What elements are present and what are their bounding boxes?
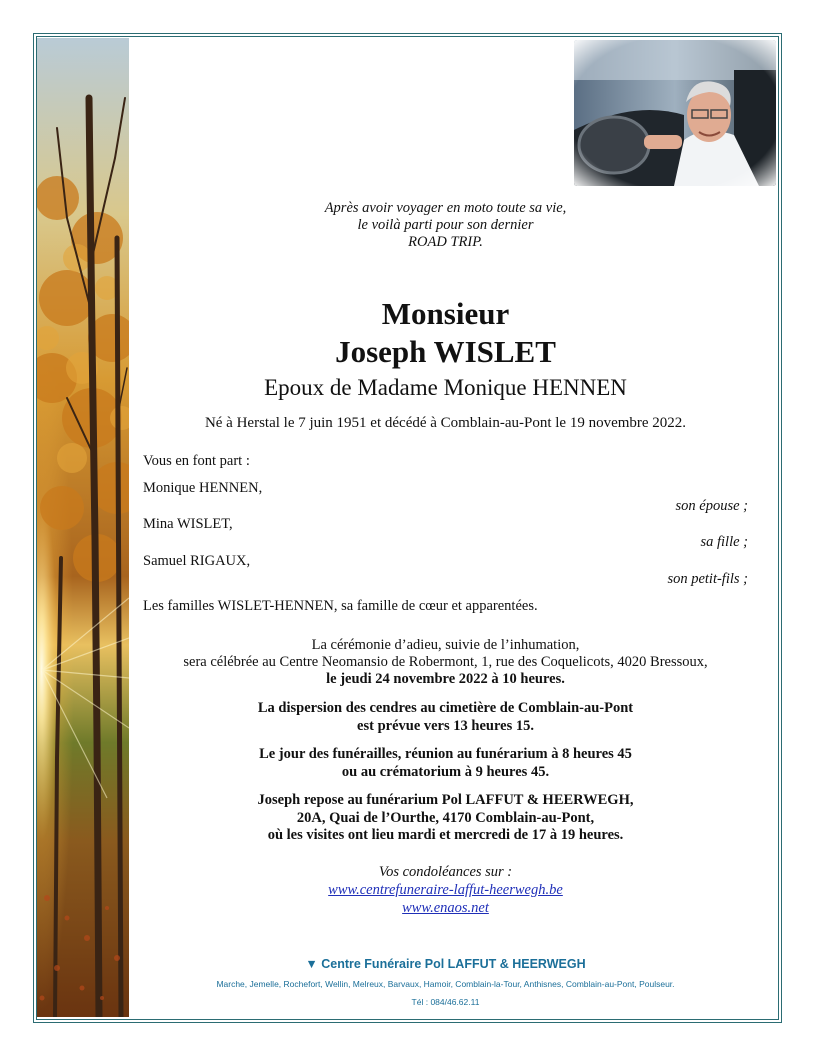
footer-phone: Tél : 084/46.62.11 (411, 997, 480, 1007)
deceased-name: Joseph WISLET (335, 334, 556, 369)
dispersion-block (143, 700, 748, 735)
birth-death-line: Né à Herstal le 7 juin 1951 et décédé à Comblain-au-Pont le 19 novembre 2022. (204, 415, 687, 431)
announcers-intro: Vous en font part : (143, 453, 250, 469)
announcer-relation-1: son épouse ; (675, 498, 748, 514)
condolences-label: Vos condoléances sur : (378, 864, 513, 880)
ceremony-line-1: La cérémonie d’adieu, suivie de l’inhumation, (311, 637, 580, 653)
announcer-relation-3: son petit-fils ; (667, 571, 748, 587)
quote-line-2: le voilà parti pour son dernier (357, 217, 534, 233)
meeting-line-1: Le jour des funérailles, réunion au funérarium à 8 heures 45 (259, 746, 632, 762)
dispersion-line-1: La dispersion des cendres au cimetière de Comblain-au-Pont (257, 700, 634, 716)
quote-line-1: Après avoir voyager en moto toute sa vie, (324, 200, 567, 216)
honorific: Monsieur (381, 296, 510, 331)
portrait-photo (574, 40, 776, 186)
rest-line-3: où les visites ont lieu mardi et mercredi de 17 à 19 heures. (267, 827, 624, 843)
families-line: Les familles WISLET-HENNEN, sa famille de cœur et apparentées. (143, 598, 538, 614)
footer (143, 957, 748, 1007)
spouse-line: Epoux de Madame Monique HENNEN (264, 375, 627, 400)
footer-title-line (143, 957, 748, 971)
rest-line-1: Joseph repose au funérarium Pol LAFFUT & HEERWEGH, (257, 792, 634, 808)
announcer-relation-2: sa fille ; (700, 534, 748, 550)
announcer-name-2: Mina WISLET, (143, 516, 233, 532)
footer-locations: Marche, Jemelle, Rochefort, Wellin, Melreux, Barvaux, Hamoir, Comblain-la-Tour, Anthisnes, Comblain-au-Pont, Poulseur. (216, 979, 675, 989)
announcer-name-3: Samuel RIGAUX, (143, 553, 251, 569)
ceremony-date: le jeudi 24 novembre 2022 à 10 heures. (326, 671, 565, 687)
quote-line-3: ROAD TRIP. (408, 234, 483, 250)
rest-line-2: 20A, Quai de l’Ourthe, 4170 Comblain-au-Pont, (296, 809, 595, 826)
ceremony-line-2: sera célébrée au Centre Neomansio de Robermont, 1, rue des Coquelicots, 4020 Bressoux, (183, 654, 708, 670)
footer-title: Centre Funéraire Pol LAFFUT & HEERWEGH (321, 957, 586, 971)
meeting-block (143, 746, 748, 781)
triangle-down-icon: ▼ (305, 957, 318, 971)
opening-quote (143, 200, 748, 251)
dispersion-line-2: est prévue vers 13 heures 15. (357, 717, 534, 734)
enaos-link[interactable]: www.enaos.net (402, 900, 489, 916)
autumn-forest-photo (37, 38, 129, 1017)
meeting-line-2: ou au crématorium à 9 heures 45. (341, 763, 550, 780)
rest-block (143, 792, 748, 845)
announcer-name-1: Monique HENNEN, (143, 480, 263, 496)
condolences-block (143, 864, 748, 917)
funeral-center-link[interactable]: www.centrefuneraire-laffut-heerwegh.be (328, 882, 563, 898)
ceremony-block (143, 637, 748, 688)
